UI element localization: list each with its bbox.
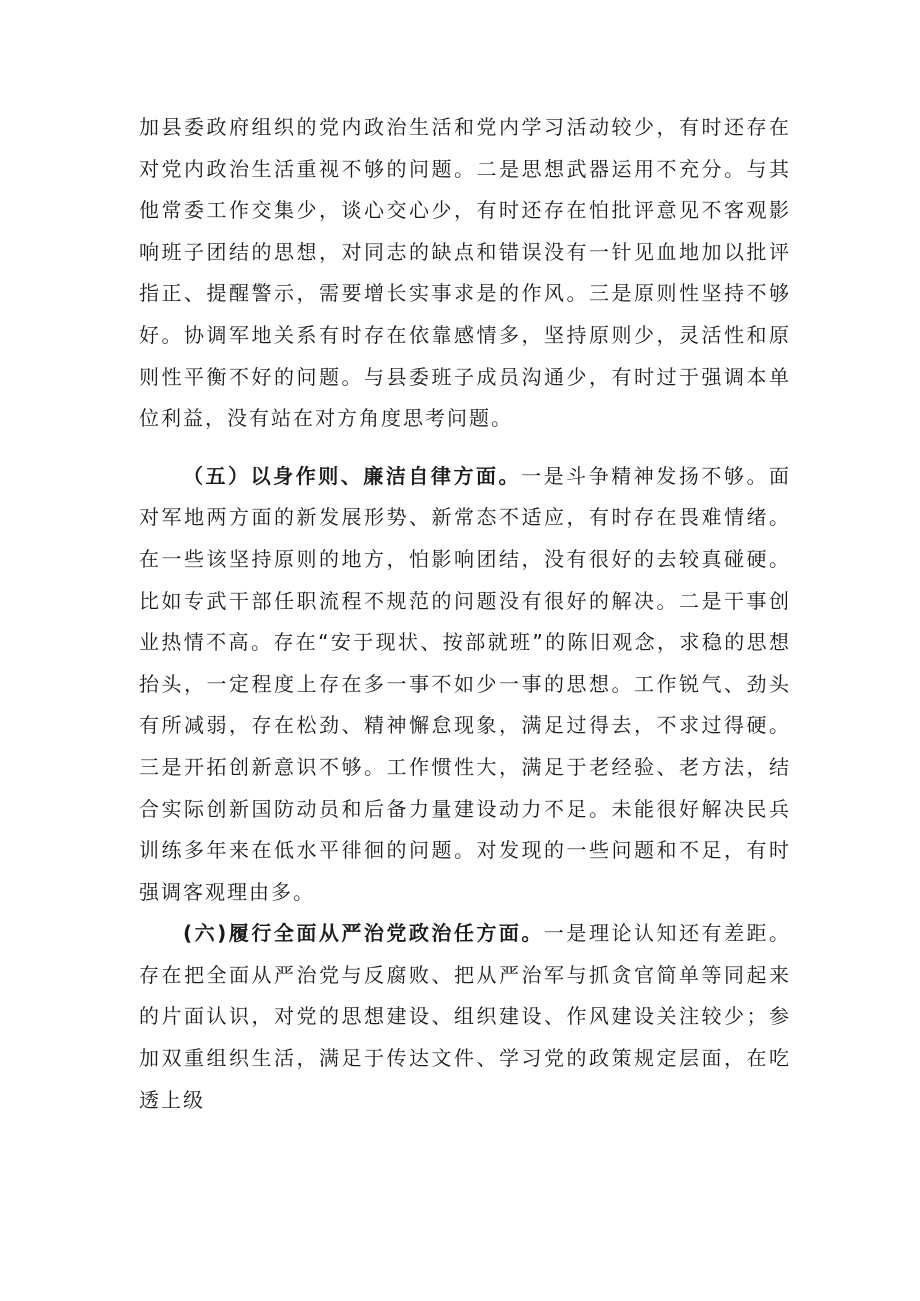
section-heading-5: （五）以身作则、廉洁自律方面。	[183, 463, 522, 488]
paragraph-text: 加县委政府组织的党内政治生活和党内学习活动较少，有时还存在对党内政治生活重视不够的问题。二是思想武器运用不充分。与其他常委工作交集少，谈心交心少，有时还存在怕批评意见不客观影响班子团结的思想，对同志的缺点和错误没有一针见血地加以批评指正、提醒警示，需要增长实事求是的作风。三是原则性坚持不够好。协调军地关系有时存在依靠感情多，坚持原则少，灵活性和原则性平衡不好的问题。与县委班子成员沟通少，有时过于强调本单位利益，没有站在对方角度思考问题。	[139, 115, 791, 431]
section-heading-6: (六)履行全面从严治党政治任方面。	[183, 921, 544, 946]
paragraph-text: 一是斗争精神发扬不够。面对军地两方面的新发展形势、新常态不适应，有时存在畏难情绪。在一些该坚持原则的地方，怕影响团结，没有很好的去较真碰硬。比如专武干部任职流程不规范的问题没有很好的解决。二是干事创业热情不高。存在“安于现状、按部就班”的陈旧观念，求稳的思想抬头，一定程度上存在多一事不如少一事的思想。工作锐气、劲头有所减弱，存在松劲、精神懈怠现象，满足过得去，不求过得硬。三是开拓创新意识不够。工作惯性大，满足于老经验、老方法，结合实际创新国防动员和后备力量建设动力不足。未能很好解决民兵训练多年来在低水平徘徊的问题。对发现的一些问题和不足，有时强调客观理由多。	[139, 463, 792, 904]
document-body	[139, 107, 791, 1121]
paragraph-section-5	[139, 456, 791, 914]
paragraph-section-6	[139, 913, 791, 1121]
paragraph-continuation	[139, 107, 791, 440]
paragraph-text: 一是理论认知还有差距。存在把全面从严治党与反腐败、把从严治军与抓贪官简单等同起来的片面认识，对党的思想建设、组织建设、作风建设关注较少；参加双重组织生活，满足于传达文件、学习党的政策规定层面，在吃透上级	[139, 921, 792, 1112]
